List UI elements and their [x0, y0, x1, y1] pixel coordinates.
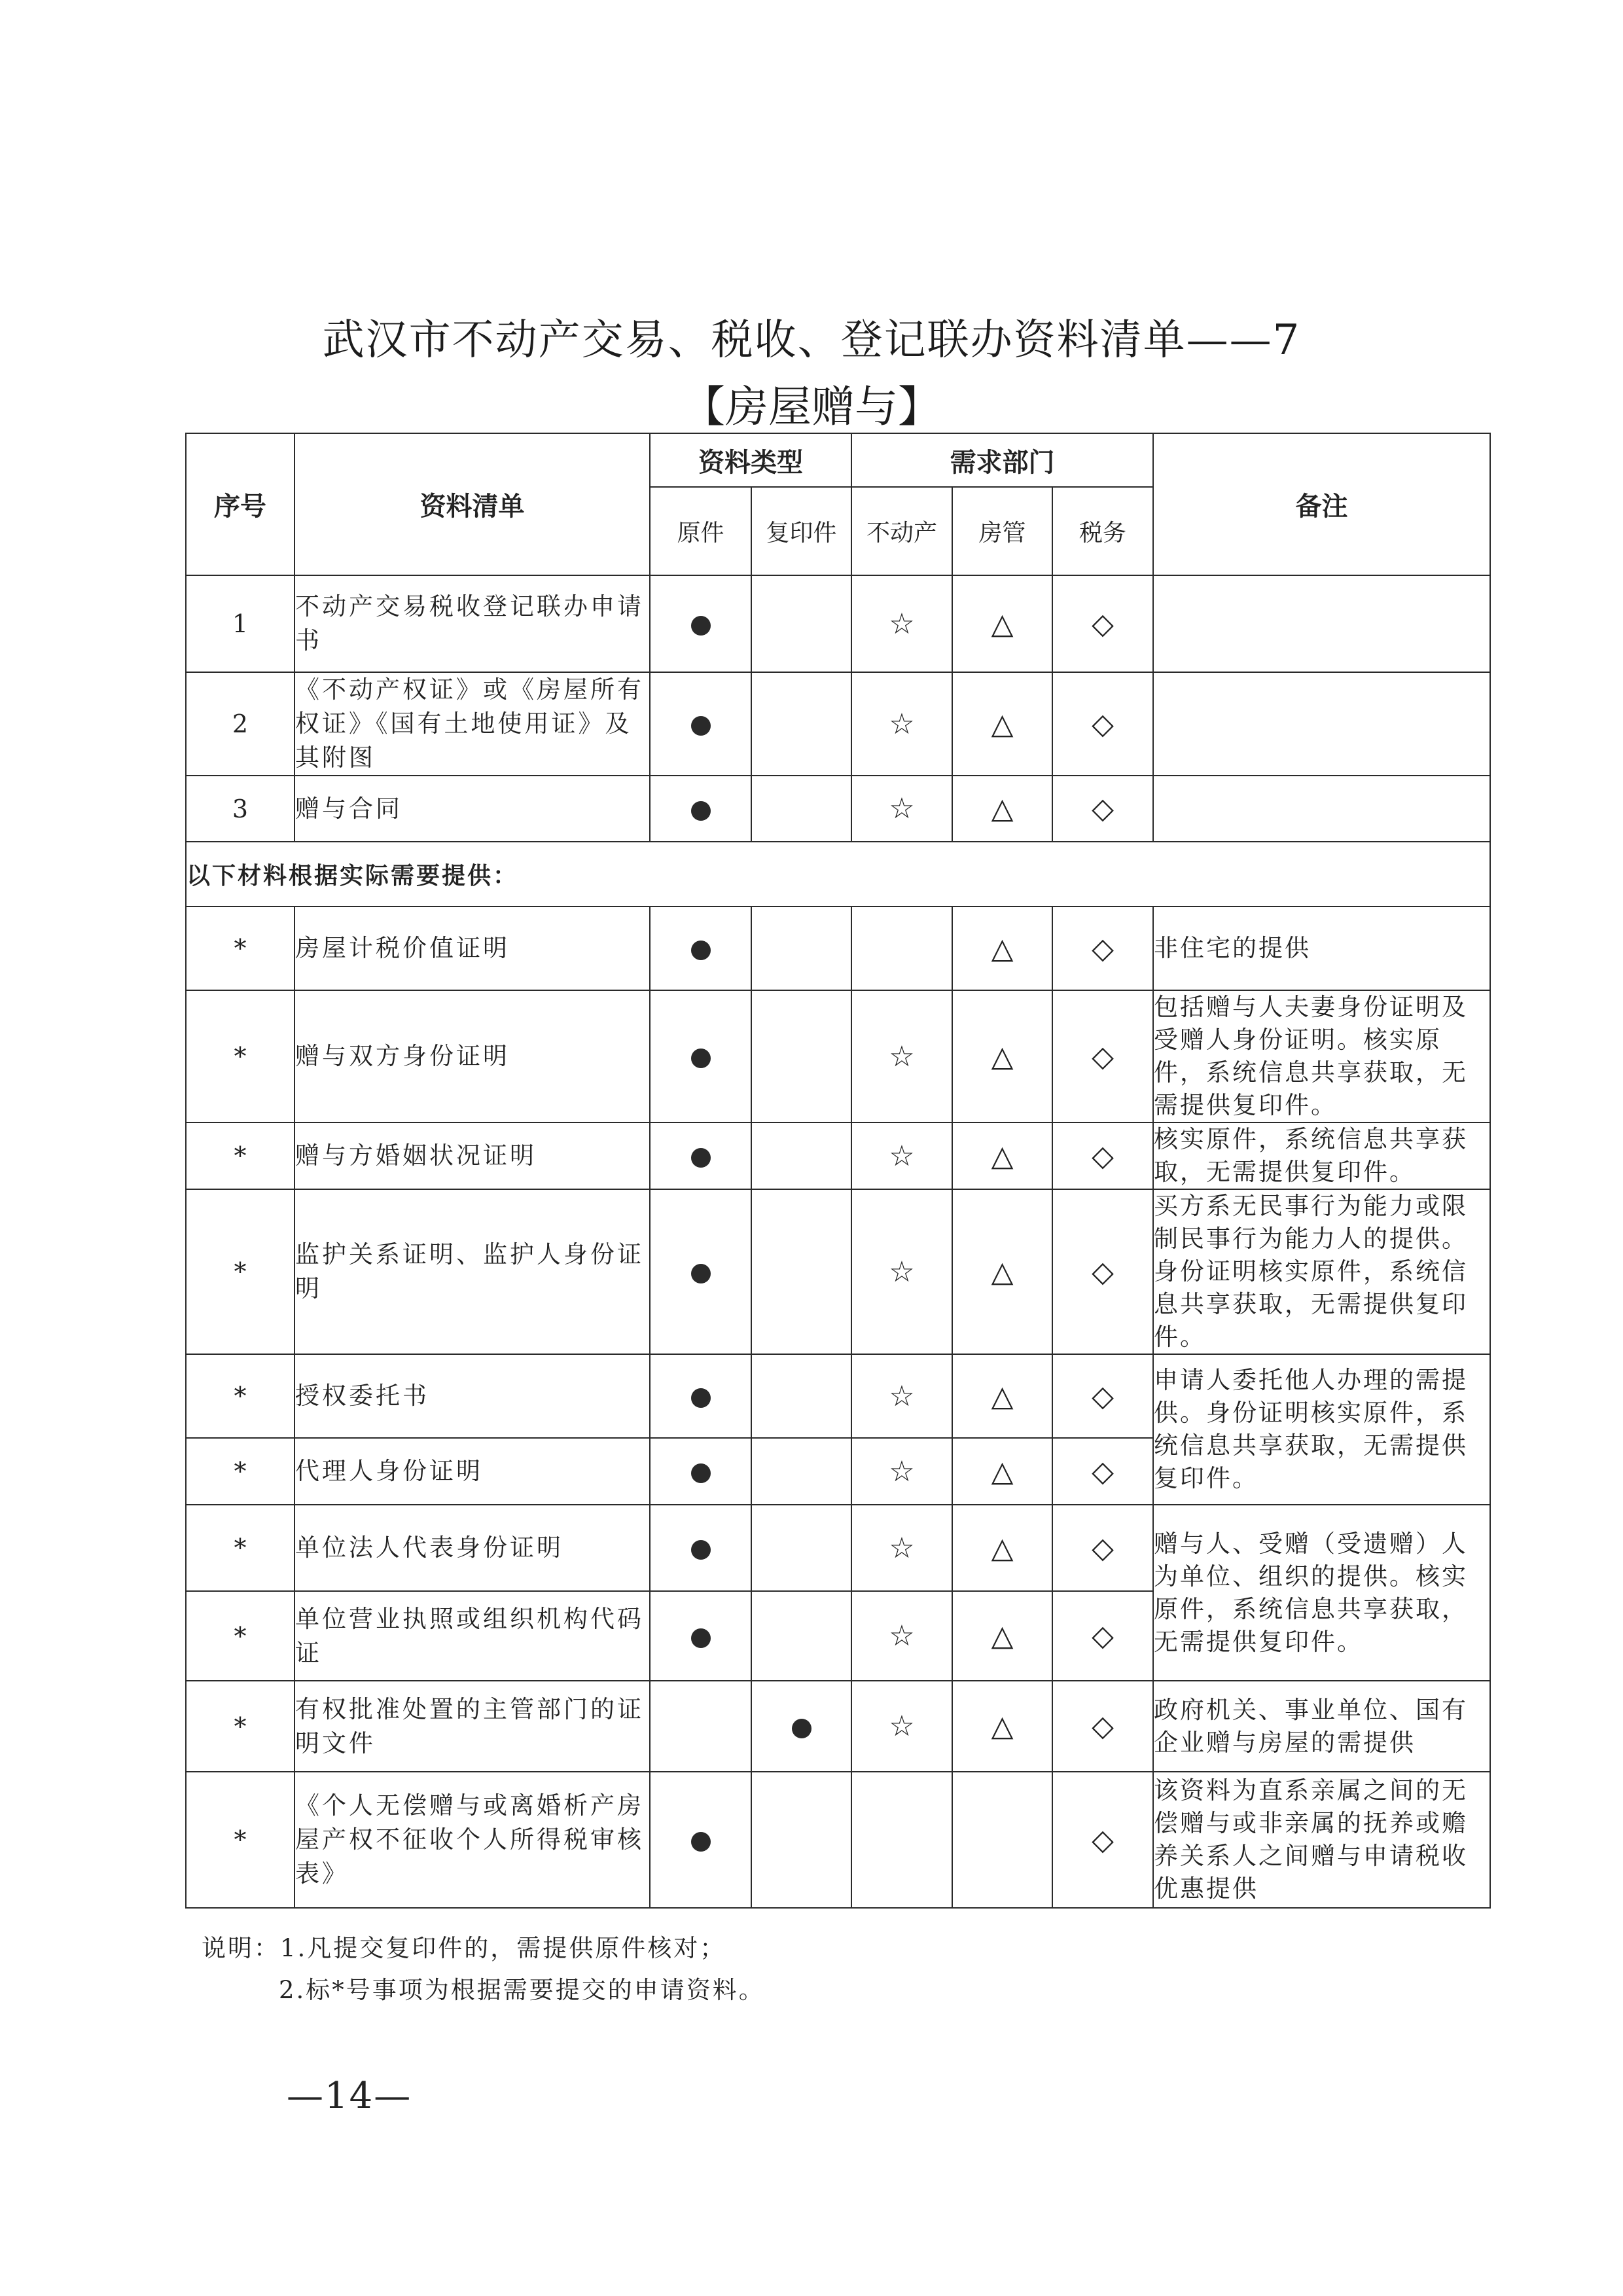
row-item: 单位法人代表身份证明	[294, 1505, 650, 1591]
realestate-mark: ☆	[851, 1505, 952, 1591]
row-remark: 买方系无民事行为能力或限制民事行为能力人的提供。身份证明核实原件，系统信息共享获取，无需提供复印件。	[1153, 1189, 1490, 1354]
row-remark: 赠与人、受赠（受遗赠）人为单位、组织的提供。核实原件，系统信息共享获取，无需提供复印件。	[1153, 1505, 1490, 1681]
row-seq: *	[186, 1591, 294, 1681]
filled-dot-icon	[691, 1148, 711, 1168]
row-item: 《个人无偿赠与或离婚析产房屋产权不征收个人所得税审核表》	[294, 1772, 650, 1908]
copy-mark	[751, 1505, 851, 1591]
realestate-mark: ☆	[851, 575, 952, 672]
filled-dot-icon	[691, 801, 711, 821]
housing-mark: △	[952, 1122, 1052, 1189]
row-item: 赠与方婚姻状况证明	[294, 1122, 650, 1189]
header-original: 原件	[650, 487, 751, 575]
original-mark	[650, 1189, 751, 1354]
tax-mark: ◇	[1052, 1438, 1153, 1505]
copy-mark	[751, 672, 851, 776]
row-item: 代理人身份证明	[294, 1438, 650, 1505]
housing-mark: △	[952, 776, 1052, 842]
row-item: 房屋计税价值证明	[294, 906, 650, 990]
realestate-mark: ☆	[851, 1354, 952, 1438]
original-mark	[650, 1772, 751, 1908]
realestate-mark	[851, 1772, 952, 1908]
header-list: 资料清单	[294, 433, 650, 575]
original-mark	[650, 575, 751, 672]
table-row	[186, 575, 1490, 672]
section-label: 以下材料根据实际需要提供：	[186, 842, 1490, 906]
note-line-2: 2.标*号事项为根据需要提交的申请资料。	[279, 1976, 765, 2004]
note-line-1: 说明：1.凡提交复印件的，需提供原件核对；	[202, 1934, 726, 1962]
materials-table	[185, 433, 1491, 1909]
row-seq: *	[186, 1354, 294, 1438]
row-remark: 包括赠与人夫妻身份证明及受赠人身份证明。核实原件，系统信息共享获取，无需提供复印件。	[1153, 990, 1490, 1122]
row-seq: *	[186, 1681, 294, 1772]
realestate-mark: ☆	[851, 776, 952, 842]
row-remark: 核实原件，系统信息共享获取，无需提供复印件。	[1153, 1122, 1490, 1189]
realestate-mark: ☆	[851, 1681, 952, 1772]
housing-mark: △	[952, 1591, 1052, 1681]
filled-dot-icon	[691, 716, 711, 736]
housing-mark: △	[952, 575, 1052, 672]
header-copy: 复印件	[751, 487, 851, 575]
table-row	[186, 1505, 1490, 1591]
tax-mark: ◇	[1052, 1681, 1153, 1772]
table-row	[186, 906, 1490, 990]
notes	[202, 1928, 765, 2011]
table-row	[186, 990, 1490, 1122]
page-title: 武汉市不动产交易、税收、登记联办资料清单——7	[322, 316, 1301, 365]
header-housing: 房管	[952, 487, 1052, 575]
housing-mark: △	[952, 1505, 1052, 1591]
table-row	[186, 1681, 1490, 1772]
header-tax: 税务	[1052, 487, 1153, 575]
filled-dot-icon	[691, 1832, 711, 1852]
page-number: —14—	[287, 2075, 412, 2117]
copy-mark	[751, 1438, 851, 1505]
housing-mark: △	[952, 1438, 1052, 1505]
realestate-mark: ☆	[851, 1189, 952, 1354]
row-remark	[1153, 776, 1490, 842]
page-subtitle: 【房屋赠与】	[682, 382, 941, 432]
filled-dot-icon	[691, 1540, 711, 1560]
copy-mark	[751, 1189, 851, 1354]
original-mark	[650, 1354, 751, 1438]
realestate-mark: ☆	[851, 990, 952, 1122]
copy-mark	[751, 1681, 851, 1772]
table-row	[186, 1354, 1490, 1438]
tax-mark: ◇	[1052, 990, 1153, 1122]
copy-mark	[751, 1591, 851, 1681]
housing-mark: △	[952, 906, 1052, 990]
row-seq: *	[186, 1438, 294, 1505]
row-seq: *	[186, 1772, 294, 1908]
row-item: 《不动产权证》或《房屋所有权证》《国有土地使用证》及其附图	[294, 672, 650, 776]
row-seq: *	[186, 990, 294, 1122]
copy-mark	[751, 776, 851, 842]
filled-dot-icon	[691, 1049, 711, 1068]
copy-mark	[751, 1354, 851, 1438]
row-seq: *	[186, 1505, 294, 1591]
original-mark	[650, 776, 751, 842]
original-mark	[650, 1438, 751, 1505]
header-seq: 序号	[186, 433, 294, 575]
row-remark: 政府机关、事业单位、国有企业赠与房屋的需提供	[1153, 1681, 1490, 1772]
row-remark: 申请人委托他人办理的需提供。身份证明核实原件，系统信息共享获取，无需提供复印件。	[1153, 1354, 1490, 1505]
original-mark	[650, 906, 751, 990]
filled-dot-icon	[691, 616, 711, 636]
housing-mark	[952, 1772, 1052, 1908]
row-item: 不动产交易税收登记联办申请书	[294, 575, 650, 672]
tax-mark: ◇	[1052, 776, 1153, 842]
header-realestate: 不动产	[851, 487, 952, 575]
copy-mark	[751, 575, 851, 672]
housing-mark: △	[952, 990, 1052, 1122]
row-seq: *	[186, 1189, 294, 1354]
filled-dot-icon	[691, 1388, 711, 1408]
table-row	[186, 1122, 1490, 1189]
row-item: 赠与合同	[294, 776, 650, 842]
row-seq: 3	[186, 776, 294, 842]
original-mark	[650, 1122, 751, 1189]
tax-mark: ◇	[1052, 1189, 1153, 1354]
original-mark	[650, 1681, 751, 1772]
housing-mark: △	[952, 1189, 1052, 1354]
row-seq: 1	[186, 575, 294, 672]
original-mark	[650, 990, 751, 1122]
row-item: 赠与双方身份证明	[294, 990, 650, 1122]
filled-dot-icon	[691, 941, 711, 960]
table-row	[186, 672, 1490, 776]
header-material-type: 资料类型	[650, 433, 851, 487]
realestate-mark: ☆	[851, 672, 952, 776]
original-mark	[650, 1505, 751, 1591]
row-item: 授权委托书	[294, 1354, 650, 1438]
row-item: 有权批准处置的主管部门的证明文件	[294, 1681, 650, 1772]
row-remark	[1153, 575, 1490, 672]
original-mark	[650, 672, 751, 776]
row-remark	[1153, 672, 1490, 776]
table-row	[186, 1189, 1490, 1354]
header-remark: 备注	[1153, 433, 1490, 575]
realestate-mark	[851, 906, 952, 990]
header-required-dept: 需求部门	[851, 433, 1153, 487]
table-row	[186, 1772, 1490, 1908]
tax-mark: ◇	[1052, 672, 1153, 776]
tax-mark: ◇	[1052, 906, 1153, 990]
original-mark	[650, 1591, 751, 1681]
realestate-mark: ☆	[851, 1122, 952, 1189]
tax-mark: ◇	[1052, 1591, 1153, 1681]
housing-mark: △	[952, 1681, 1052, 1772]
row-seq: 2	[186, 672, 294, 776]
filled-dot-icon	[691, 1463, 711, 1483]
housing-mark: △	[952, 1354, 1052, 1438]
housing-mark: △	[952, 672, 1052, 776]
row-seq: *	[186, 906, 294, 990]
realestate-mark: ☆	[851, 1438, 952, 1505]
tax-mark: ◇	[1052, 1505, 1153, 1591]
copy-mark	[751, 990, 851, 1122]
tax-mark: ◇	[1052, 575, 1153, 672]
copy-mark	[751, 1772, 851, 1908]
tax-mark: ◇	[1052, 1122, 1153, 1189]
row-item: 监护关系证明、监护人身份证明	[294, 1189, 650, 1354]
realestate-mark: ☆	[851, 1591, 952, 1681]
filled-dot-icon	[691, 1628, 711, 1648]
row-seq: *	[186, 1122, 294, 1189]
filled-dot-icon	[691, 1264, 711, 1283]
row-remark: 该资料为直系亲属之间的无偿赠与或非亲属的抚养或赡养关系人之间赠与申请税收优惠提供	[1153, 1772, 1490, 1908]
tax-mark: ◇	[1052, 1354, 1153, 1438]
row-item: 单位营业执照或组织机构代码证	[294, 1591, 650, 1681]
table-row	[186, 776, 1490, 842]
tax-mark: ◇	[1052, 1772, 1153, 1908]
copy-mark	[751, 1122, 851, 1189]
row-remark: 非住宅的提供	[1153, 906, 1490, 990]
filled-dot-icon	[792, 1719, 812, 1738]
copy-mark	[751, 906, 851, 990]
